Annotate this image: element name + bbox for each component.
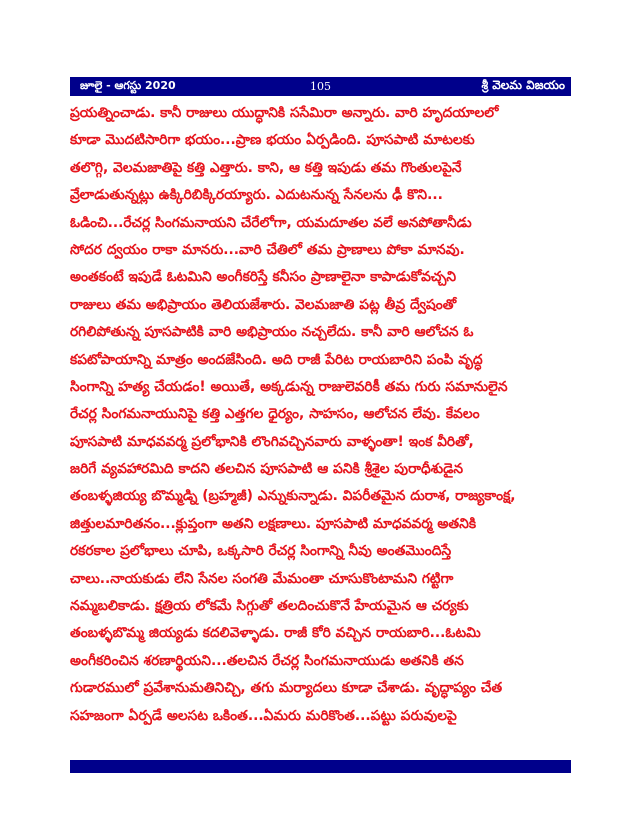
text-line: జరిగే వ్యవహారమిది కాదని తలచిన పూసపాటి ఆ పనికి శ్రీశైల పురాధీశుడైన — [70, 461, 464, 478]
text-line: పూసపాటి మాధవవర్మ ప్రలోభానికి లొంగివచ్చినవారు వాళ్ళంతా! ఇంక వీరితో, — [70, 433, 474, 450]
text-line: సోదర ద్వయం రాకా మానరు...వారి చేతిలో తమ ప్రాణాలు పోకా మానవు. — [70, 241, 465, 258]
text-line: అంగీకరించిన శరణార్థియని...తలచిన రేచర్ల సింగమనాయుడు అతనికి తన — [70, 652, 464, 669]
text-line: కూడా మొదటిసారిగా భయం...ప్రాణ భయం ఏర్పడింది. పూసపాటి మాటలకు — [70, 132, 475, 149]
text-line: రకరకాల ప్రలోభాలు చూపి, ఒక్కసారి రేచర్ల సింగాన్ని నీవు అంతమొందిస్తే — [70, 543, 452, 560]
text-line: గుడారములో ప్రవేశానుమతినిచ్చి, తగు మర్యాదలు కూడా చేశాడు. వృద్ధాప్యం చేత — [70, 680, 503, 697]
text-line: ప్రయత్నించాడు. కానీ రాజులు యుద్ధానికి ససేమిరా అన్నారు. వారి హృదయాలలో — [70, 105, 499, 121]
text-line: వ్రేలాడుతున్నట్లు ఉక్కిరిబిక్కిరయ్యారు. ఎదుటనున్న సేనలను ఢీ కొని... — [70, 187, 443, 204]
text-line: రేచర్ల సింగమనాయునిపై కత్తి ఎత్తగల ధైర్యం, సాహసం, ఆలోచన లేవు. కేవలం — [70, 406, 480, 423]
text-line: సహజంగా ఏర్పడే అలసట ఒకింత...ఏమరు మరికొంత...పట్టు పరువులపై — [70, 707, 457, 724]
text-line: జిత్తులమారితనం...క్లుప్తంగా అతని లక్షణాలు. పూసపాటి మాధవవర్మ అతనికి — [70, 515, 477, 532]
magazine-title: శ్రీ వెలమ విజయం — [481, 78, 565, 92]
article-body — [70, 100, 571, 760]
text-line: చాలు..నాయకుడు లేని సేనల సంగతి మేమంతా చూసుకొంటామని గట్టిగా — [70, 570, 454, 587]
text-line: నమ్మబలికాడు. క్షత్రియ లోకమే సిగ్గుతో తలదించుకొనే హేయమైన ఆ చర్యకు — [70, 598, 469, 615]
page-number: 105 — [310, 80, 331, 93]
text-line: అంతకంటే ఇపుడే ఓటమిని అంగీకరిస్తే కనీసం ప్రాణాలైనా కాపాడుకోవచ్చని — [70, 269, 457, 286]
text-line: సింగాన్ని హత్య చేయడం! అయితే, అక్కడున్న రాజులెవరికీ తమ గురు సమానులైన — [70, 378, 508, 395]
text-line: రగిలిపోతున్న పూసపాటికి వారి అభిప్రాయం నచ్చలేదు. కానీ వారి ఆలోచన ఓ — [70, 324, 474, 341]
page-footer-bar — [70, 760, 571, 773]
text-line: రాజులు తమ అభిప్రాయం తెలియజేశారు. వెలమజాతి పట్ల తీవ్ర ద్వేషంతో — [70, 296, 457, 313]
issue-date: జూలై - ఆగస్టు 2020 — [80, 79, 176, 92]
text-line: ఓడించి...రేచర్ల సింగమనాయని చేరేలోగా, యమదూతల వలే అనపోతానీడు — [70, 214, 472, 231]
page-header-bar — [70, 77, 571, 96]
text-line: తంబళ్ళజియ్య బొమ్మడ్ని (బ్రహ్మజీ) ఎన్నుకున్నాడు. విపరీతమైన దురాశ, రాజ్యకాంక్ష, — [70, 488, 516, 505]
text-line: కపటోపాయాన్ని మాత్రం అందజేసింది. అది రాజీ పేరిట రాయబారిని పంపి వృద్ధ — [70, 351, 483, 368]
text-line: తంబళ్ళబొమ్మ జియ్యడు కదలివెళ్ళాడు. రాజీ కోరి వచ్చిన రాయబారి...ఓటమి — [70, 625, 481, 642]
text-line: తలొగ్గి, వెలమజాతిపై కత్తి ఎత్తారు. కాని, ఆ కత్తి ఇపుడు తమ గొంతులపైనే — [70, 159, 462, 176]
